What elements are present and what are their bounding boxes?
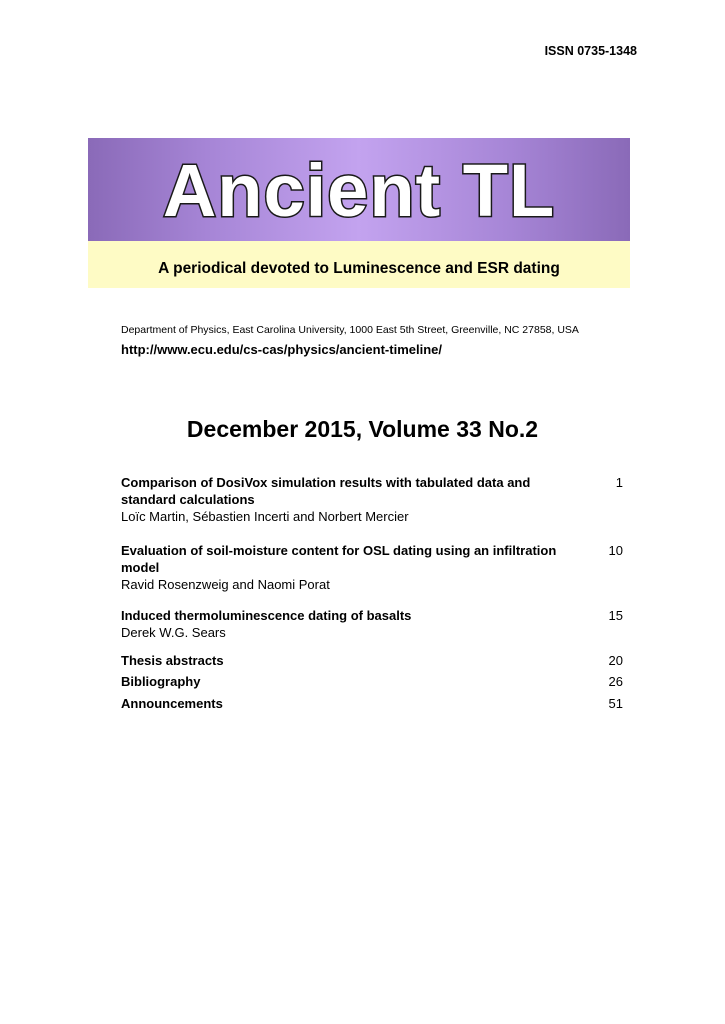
toc-entry-page: 1 [615, 475, 623, 490]
journal-title: Ancient TL [162, 148, 556, 232]
toc-entry-page: 26 [608, 674, 623, 689]
toc-entry-page: 20 [608, 653, 623, 668]
toc-entry-authors: Ravid Rosenzweig and Naomi Porat [121, 577, 330, 592]
toc-entry-title: Announcements [121, 696, 223, 711]
toc-entry[interactable] [121, 673, 623, 690]
toc-entry[interactable] [121, 695, 623, 712]
toc-entry-page: 15 [608, 608, 623, 623]
toc-entry-page: 51 [608, 696, 623, 711]
issue-heading: December 2015, Volume 33 No.2 [186, 416, 539, 442]
journal-banner [88, 138, 630, 288]
toc-entry-page: 10 [608, 543, 623, 558]
toc-entry-title: Evaluation of soil-moisture content for OSL dating using an infiltration model [121, 543, 557, 575]
toc-entry-title: Induced thermoluminescence dating of basalts [121, 608, 412, 623]
issn-number: ISSN 0735-1348 [544, 44, 637, 58]
toc-entry[interactable] [121, 474, 623, 525]
toc-entry-authors: Derek W.G. Sears [121, 625, 226, 640]
toc-entry-title: Comparison of DosiVox simulation results with tabulated data and standard calculations [121, 475, 531, 507]
journal-tagline: A periodical devoted to Luminescence and ESR dating [158, 259, 560, 277]
department-address: Department of Physics, East Carolina University, 1000 East 5th Street, Greenville, NC 27858, USA [121, 324, 579, 336]
banner-tagline-area [88, 241, 630, 288]
toc-entry[interactable] [121, 652, 623, 669]
journal-url-link[interactable]: http://www.ecu.edu/cs-cas/physics/ancient-timeline/ [121, 342, 442, 357]
toc-entry-authors: Loïc Martin, Sébastien Incerti and Norbert Mercier [121, 509, 409, 524]
toc-entry-title: Thesis abstracts [121, 653, 224, 668]
banner-title-area [88, 138, 630, 241]
toc-entry[interactable] [121, 542, 623, 593]
toc-entry[interactable] [121, 607, 623, 641]
table-of-contents [121, 474, 623, 712]
toc-entry-title: Bibliography [121, 674, 201, 689]
